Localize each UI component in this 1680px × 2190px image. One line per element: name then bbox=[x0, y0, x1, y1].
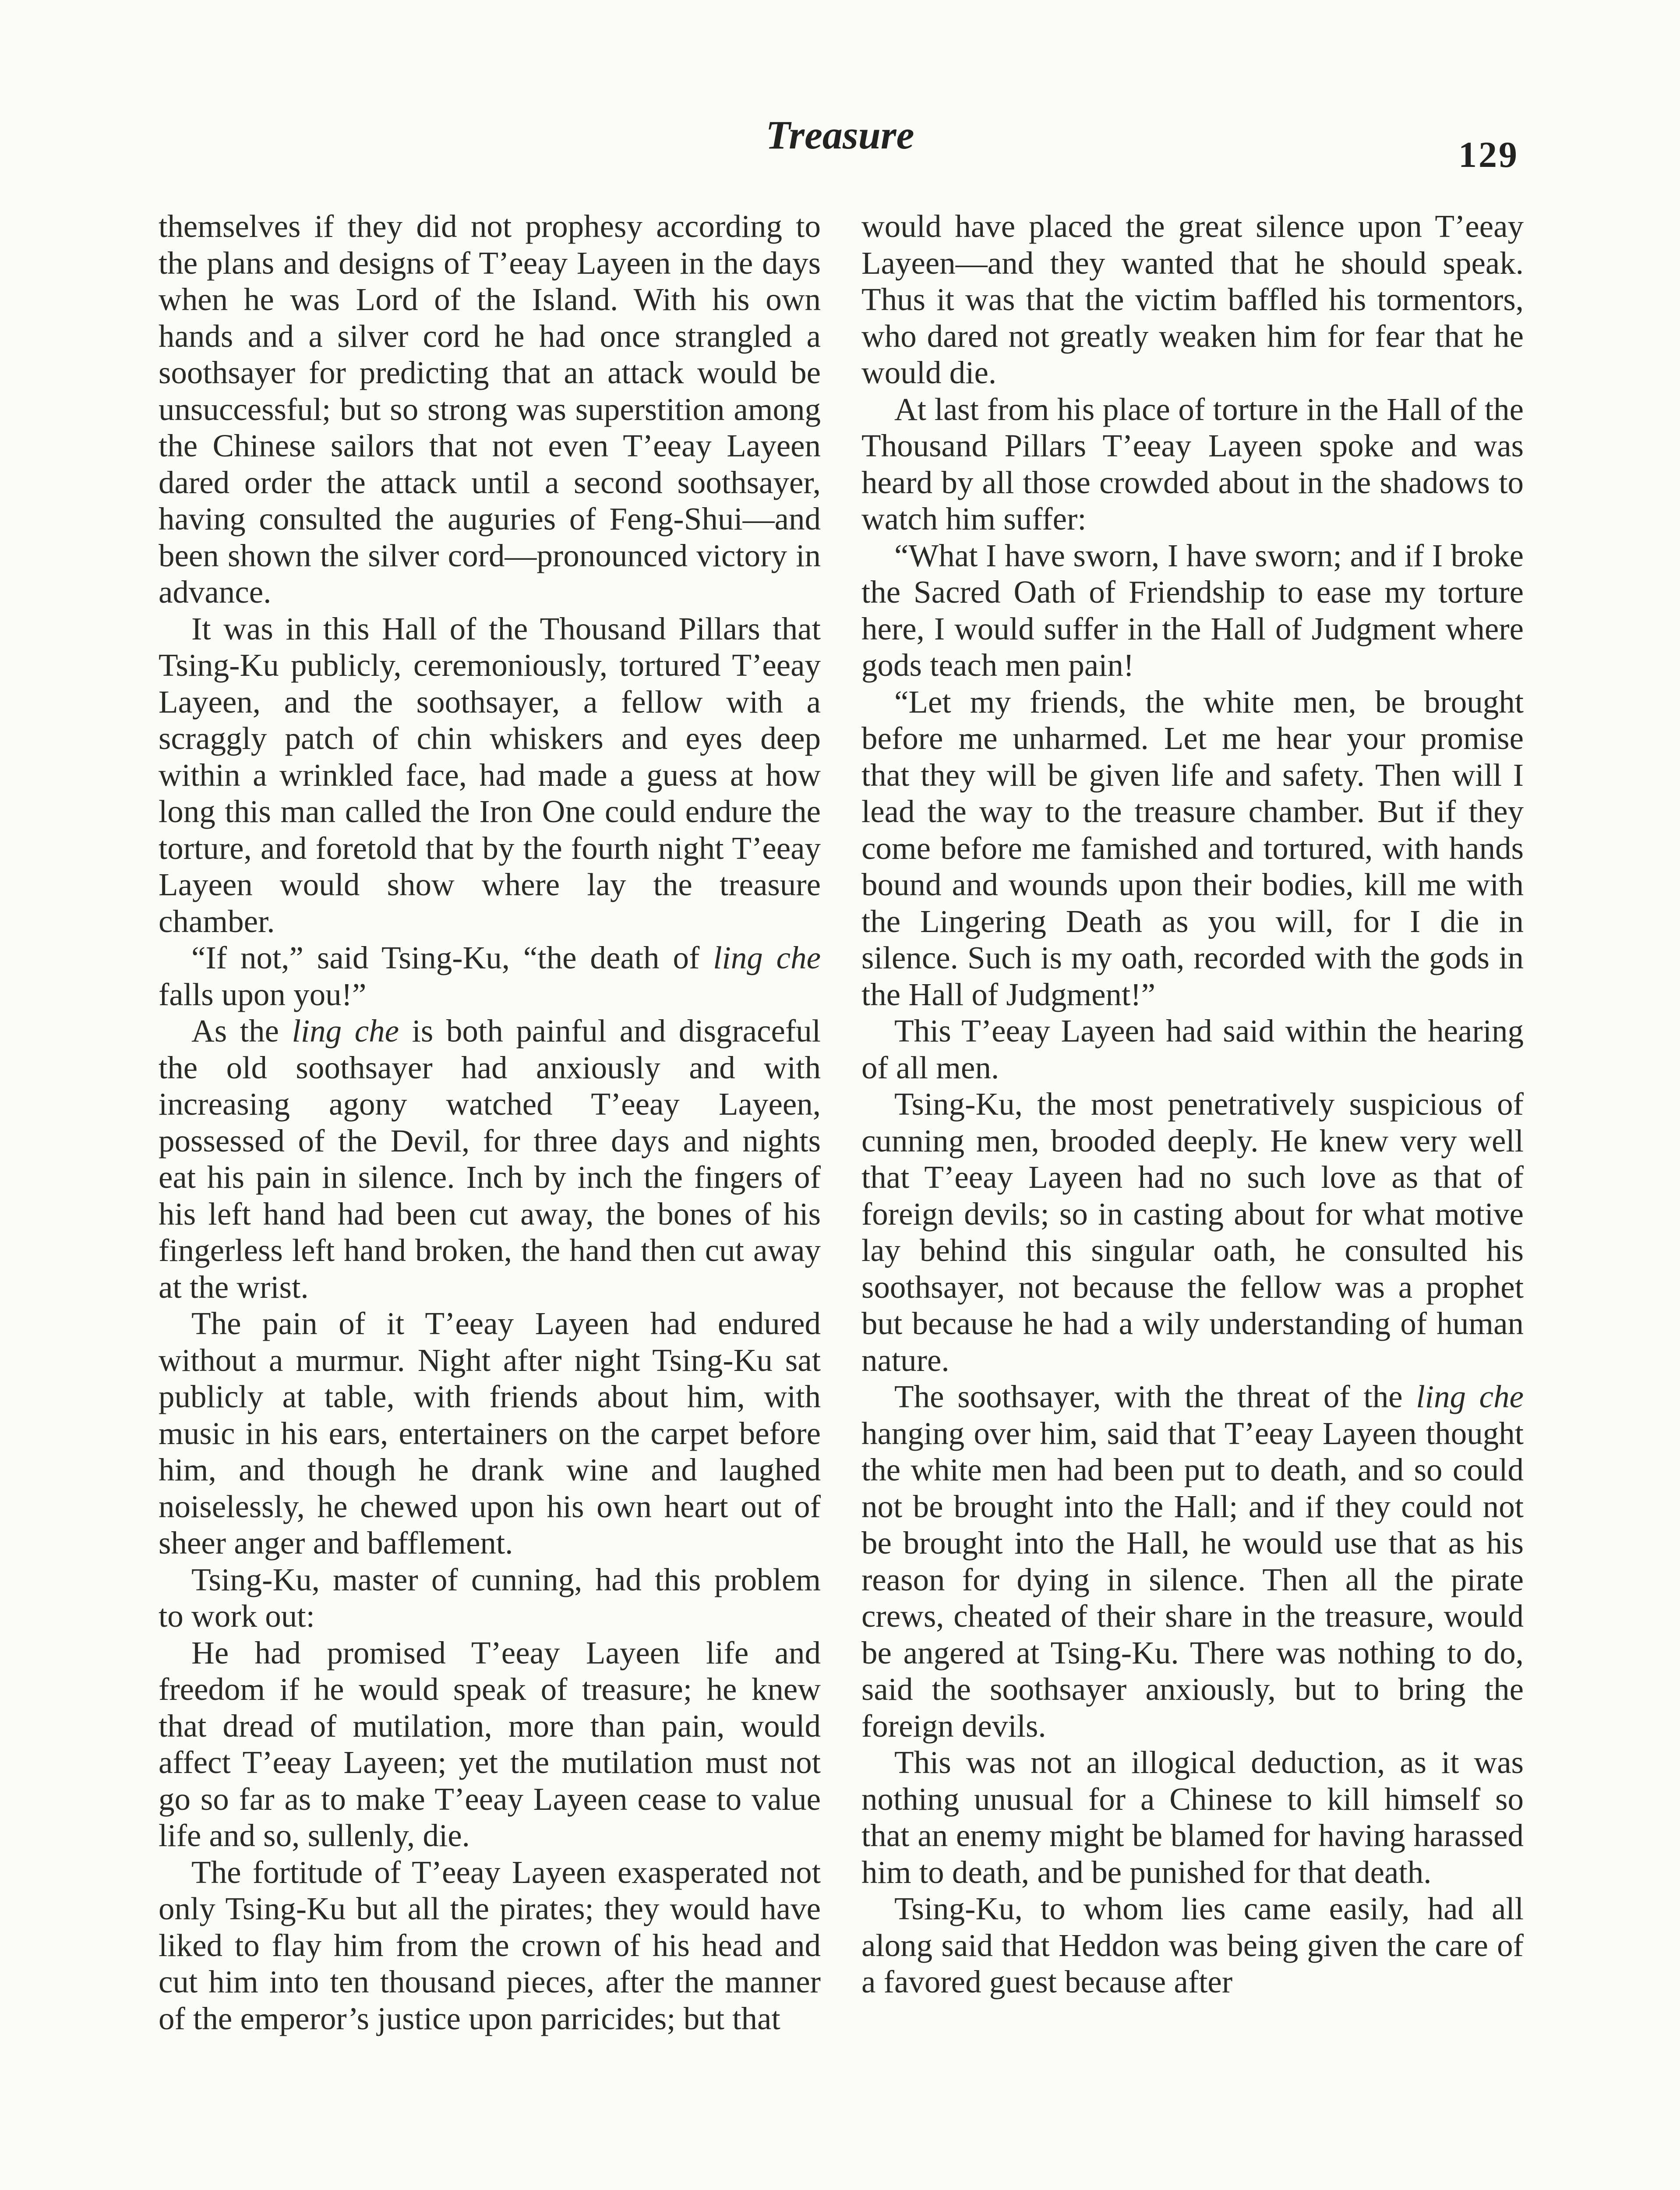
text-run: hanging over him, said that T’eeay Layeen thought the white men had been put to death, and so could not be brought into the Hall; and if they could not be brought into the Hall, he would use that as his reason for dying in silence. Then all the pirate crews, cheated of their share in the treasure, would be angered at Tsing-Ku. There was nothing to do, said the soothsayer anxiously, but to bring the foreign devils. bbox=[861, 1415, 1524, 1744]
text-run: The soothsayer, with the threat of the bbox=[894, 1379, 1416, 1414]
text-run: falls upon you!” bbox=[159, 976, 367, 1012]
text-run: themselves if they did not prophesy according to the plans and designs of T’eeay Layeen in the days when he was Lord of the Island. With his own hands and a silver cord he had once strangled a soothsayer for predicting that an attack would be unsuccessful; but so strong was superstition among the Chinese sailors that not even T’eeay Layeen dared order the attack until a second soothsayer, having consulted the auguries of Feng-Shui—and been shown the silver cord—pronounced victory in advance. bbox=[159, 208, 821, 610]
text-run: “If not,” said Tsing-Ku, “the death of bbox=[191, 940, 713, 975]
paragraph bbox=[159, 1561, 821, 1635]
text-run: Tsing-Ku, master of cunning, had this problem to work out: bbox=[159, 1561, 821, 1634]
paragraph bbox=[159, 1854, 821, 2037]
paragraph bbox=[861, 391, 1524, 537]
text-run: Tsing-Ku, to whom lies came easily, had all along said that Heddon was being given the care of a favored guest because after bbox=[861, 1891, 1524, 1999]
page-number: 129 bbox=[1458, 134, 1519, 175]
running-head: Treasure bbox=[766, 113, 914, 157]
paragraph bbox=[861, 1086, 1524, 1378]
paragraph bbox=[159, 1635, 821, 1854]
paragraph bbox=[861, 1890, 1524, 2000]
paragraph bbox=[861, 684, 1524, 1013]
text-run: As the bbox=[191, 1013, 292, 1049]
italic-term: ling che bbox=[1416, 1379, 1524, 1414]
text-run: It was in this Hall of the Thousand Pillars that Tsing-Ku publicly, ceremoniously, tortured T’eeay Layeen, and the soothsayer, a fellow with a scraggly patch of chin whiskers and eyes deep within a wrinkled face, had made a guess at how long this man called the Iron One could endure the torture, and foretold that by the fourth night T’eeay Layeen would show where lay the treasure chamber. bbox=[159, 611, 821, 939]
text-run: is both painful and disgraceful the old soothsayer had anxiously and with increasing agony watched T’eeay Layeen, possessed of the Devil, for three days and nights eat his pain in silence. Inch by inch the fingers of his left hand had been cut away, the bones of his fingerless left hand broken, the hand then cut away at the wrist. bbox=[159, 1013, 821, 1305]
paragraph bbox=[159, 611, 821, 940]
left-text-column bbox=[159, 208, 821, 2037]
text-run: At last from his place of torture in the Hall of the Thousand Pillars T’eeay Layeen spoke and was heard by all those crowded about in the shadows to watch him suffer: bbox=[861, 391, 1524, 537]
paragraph bbox=[159, 1305, 821, 1561]
paragraph bbox=[861, 208, 1524, 391]
text-run: He had promised T’eeay Layeen life and freedom if he would speak of treasure; he knew that dread of mutilation, more than pain, would affect T’eeay Layeen; yet the mutilation must not go so far as to make T’eeay Layeen cease to value life and so, sullenly, die. bbox=[159, 1635, 821, 1853]
text-run: would have placed the great silence upon T’eeay Layeen—and they wanted that he should speak. Thus it was that the victim baffled his tormentors, who dared not greatly weaken him for fear that he would die. bbox=[861, 208, 1524, 390]
paragraph bbox=[861, 1378, 1524, 1744]
paragraph bbox=[159, 1013, 821, 1305]
right-text-column bbox=[861, 208, 1524, 2000]
paragraph bbox=[159, 208, 821, 611]
italic-term: ling che bbox=[292, 1013, 399, 1049]
text-run: The pain of it T’eeay Layeen had endured without a murmur. Night after night Tsing-Ku sat publicly at table, with friends about him, with music in his ears, entertainers on the carpet before him, and though he drank wine and laughed noiselessly, he chewed upon his own heart out of sheer anger and bafflement. bbox=[159, 1306, 821, 1561]
text-run: This was not an illogical deduction, as it was nothing unusual for a Chinese to kill himself so that an enemy might be blamed for having harassed him to death, and be punished for that death. bbox=[861, 1745, 1524, 1890]
text-run: “Let my friends, the white men, be brought before me unharmed. Let me hear your promise that they will be given life and safety. Then will I lead the way to the treasure chamber. But if they come before me famished and tortured, with hands bound and wounds upon their bodies, kill me with the Lingering Death as you will, for I die in silence. Such is my oath, recorded with the gods in the Hall of Judgment!” bbox=[861, 684, 1524, 1012]
paragraph bbox=[861, 1744, 1524, 1890]
text-run: The fortitude of T’eeay Layeen exasperated not only Tsing-Ku but all the pirates; they would have liked to flay him from the crown of his head and cut him into ten thousand pieces, after the manner of the emperor’s justice upon parricides; but that bbox=[159, 1854, 821, 2036]
paragraph bbox=[861, 537, 1524, 684]
italic-term: ling che bbox=[713, 940, 821, 975]
text-run: “What I have sworn, I have sworn; and if I broke the Sacred Oath of Friendship to ease my torture here, I would suffer in the Hall of Judgment where gods teach men pain! bbox=[861, 537, 1524, 683]
paragraph bbox=[861, 1013, 1524, 1086]
text-run: This T’eeay Layeen had said within the hearing of all men. bbox=[861, 1013, 1524, 1085]
text-run: Tsing-Ku, the most penetratively suspicious of cunning men, brooded deeply. He knew very well that T’eeay Layeen had no such love as that of foreign devils; so in casting about for what motive lay behind this singular oath, he consulted his soothsayer, not because the fellow was a prophet but because he had a wily understanding of human nature. bbox=[861, 1086, 1524, 1378]
paragraph bbox=[159, 940, 821, 1013]
